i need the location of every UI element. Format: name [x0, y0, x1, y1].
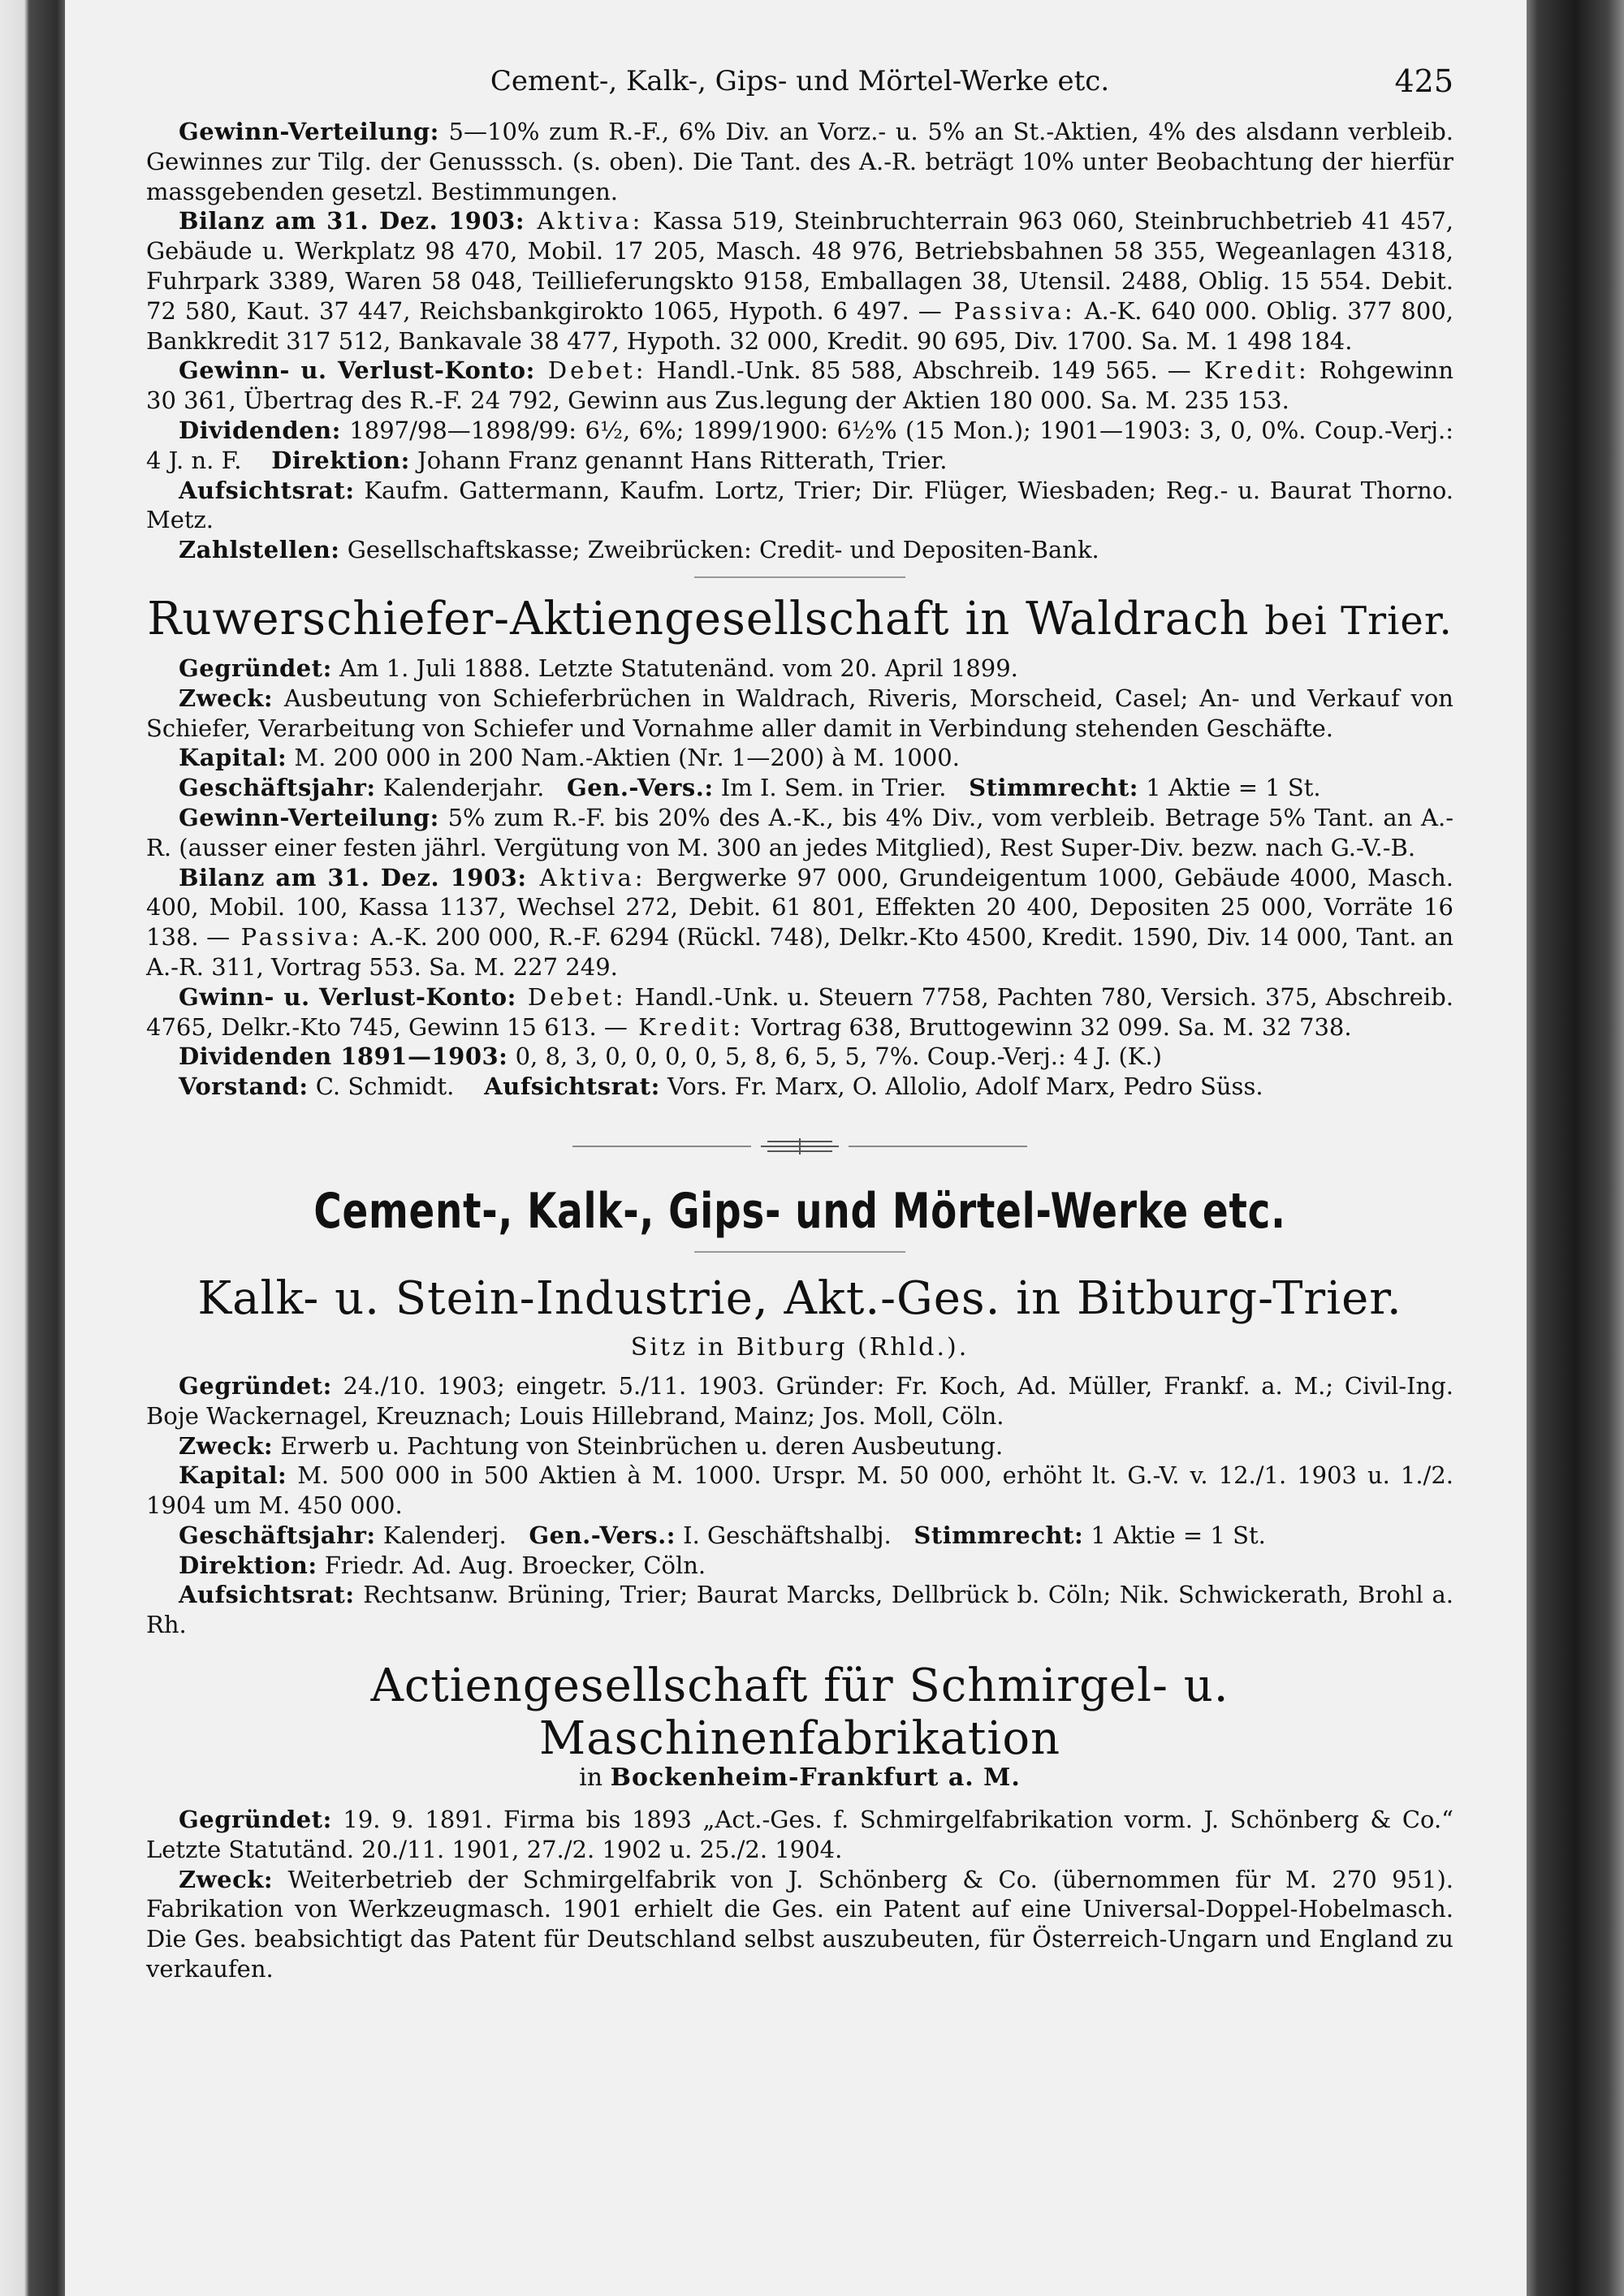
gewinn-verteilung-para: Gewinn-Verteilung: 5% zum R.-F. bis 20% des A.-K., bis 4% Div., vom verbleib. Betrage 5% Tant. an A.-R. (ausser einer festen jährl. Vergütung von M. 300 an jedes Mitglied), Rest Super-Div. bezw. nach G.-V.-B.	[146, 803, 1453, 861]
vorstand-para: Vorstand: C. Schmidt. Aufsichtsrat: Vors. Fr. Marx, O. Allolio, Adolf Marx, Pedro Süss.	[179, 1072, 1263, 1101]
firm-entry-kalk-stein	[146, 1371, 1453, 1640]
page-number: 425	[1394, 63, 1453, 99]
ornament-icon	[759, 1137, 840, 1155]
aufsichtsrat-para: Aufsichtsrat: Kaufm. Gattermann, Kaufm. Lortz, Trier; Dir. Flüger, Wiesbaden; Reg.- u. Baurat Thorno. Metz.	[146, 476, 1453, 534]
scan-left-edge	[0, 0, 65, 2296]
zweck-para: Zweck: Erwerb u. Pachtung von Steinbrüchen u. deren Ausbeutung.	[179, 1431, 1004, 1460]
page-content	[146, 57, 1453, 1984]
aufsichtsrat-para: Aufsichtsrat: Rechtsanw. Brüning, Trier; Baurat Marcks, Dellbrück b. Cöln; Nik. Schwickerath, Brohl a. Rh.	[146, 1581, 1453, 1639]
zahlstellen-para: Zahlstellen: Gesellschaftskasse; Zweibrücken: Credit- und Depositen-Bank.	[179, 536, 1099, 564]
firm-title-schmirgel: Actiengesellschaft für Schmirgel- u. Maschinenfabrikation	[370, 1659, 1229, 1766]
page-sheet	[65, 0, 1527, 2296]
firm-entry-ruwerschiefer	[146, 654, 1453, 1102]
guv-para: Gwinn- u. Verlust-Konto: Debet: Handl.-Unk. u. Steuern 7758, Pachten 780, Versich. 375, Abschreib. 4765, Delkr.-Kto 745, Gewinn 15 613. — Kredit: Vortrag 638, Bruttogewinn 32 099. Sa. M. 32 738.	[146, 982, 1453, 1041]
bilanz-para: Bilanz am 31. Dez. 1903: Aktiva: Bergwerke 97 000, Grundeigentum 1000, Gebäude 4000, Masch. 400, Mobil. 100, Kassa 1137, Wechsel 272, Debit. 61 801, Effekten 20 400, Depositen 25 000, Vorräte 16 138. — Passiva: A.-K. 200 000, R.-F. 6294 (Rückl. 748), Delkr.-Kto 4500, Kredit. 1590, Div. 14 000, Tant. an A.-R. 311, Vortrag 553. Sa. M. 227 249.	[146, 863, 1454, 981]
section-ornament	[572, 1134, 1027, 1159]
firm-title-ruwerschiefer: Ruwerschiefer-Aktiengesellschaft in Waldrach bei Trier.	[147, 592, 1453, 645]
geschaeftsjahr-para: Geschäftsjahr: Kalenderj. Gen.-Vers.: I. Geschäftshalbj. Stimmrecht: 1 Aktie = 1 St.	[179, 1521, 1266, 1549]
running-title: Cement-, Kalk-, Gips- und Mörtel-Werke etc.	[490, 65, 1110, 97]
guv-para: Gewinn- u. Verlust-Konto: Debet: Handl.-Unk. 85 588, Abschreib. 149 565. — Kredit: Rohgewinn 30 361, Übertrag des R.-F. 24 792, Gewinn aus Zus.legung der Aktien 180 000. Sa. M. 235 153.	[146, 356, 1453, 415]
geschaeftsjahr-para: Geschäftsjahr: Kalenderjahr. Gen.-Vers.: Im I. Sem. in Trier. Stimmrecht: 1 Aktie = 1 St.	[179, 774, 1321, 802]
dividenden-para: Dividenden 1891—1903: 0, 8, 3, 0, 0, 0, 0, 5, 8, 6, 5, 5, 7%. Coup.-Verj.: 4 J. (K.)	[179, 1042, 1162, 1071]
firm-sitz: Sitz in Bitburg (Rhld.).	[630, 1332, 970, 1362]
zweck-para: Zweck: Weiterbetrieb der Schmirgelfabrik von J. Schönberg & Co. (übernommen für M. 270 951). Fabrikation von Werkzeugmasch. 1901 erhielt die Ges. ein Patent auf eine Universal-Doppel-Hobelmasch. Die Ges. beabsichtigt das Patent für Deutschland selbst auszubeuten, für Österreich-Ungarn und England zu verkaufen.	[146, 1865, 1453, 1983]
gegruendet-para: Gegründet: 24./10. 1903; eingetr. 5./11. 1903. Gründer: Fr. Koch, Ad. Müller, Frankf. a. M.; Civil-Ing. Boje Wackernagel, Kreuznach; Louis Hillebrand, Mainz; Jos. Moll, Cöln.	[146, 1371, 1453, 1430]
firm-entry-schmirgel	[146, 1805, 1453, 1984]
running-head	[146, 57, 1453, 106]
direktion-para: Direktion: Friedr. Ad. Aug. Broecker, Cöln.	[179, 1551, 706, 1579]
bilanz-para: Bilanz am 31. Dez. 1903: Aktiva: Kassa 519, Steinbruchterrain 963 060, Steinbruchbetrieb 41 457, Gebäude u. Werkplatz 98 470, Mobil. 17 205, Masch. 48 976, Betriebsbahnen 58 355, Wegeanlagen 4318, Fuhrpark 3389, Waren 58 048, Teillieferungskto 9158, Emballagen 38, Utensil. 2488, Oblig. 15 554. Debit. 72 580, Kaut. 37 447, Reichsbankgirokto 1065, Hypoth. 6 497. — Passiva: A.-K. 640 000. Oblig. 377 800, Bankkredit 317 512, Bankavale 38 477, Hypoth. 32 000, Kredit. 90 695, Div. 1700. Sa. M. 1 498 184.	[146, 207, 1454, 355]
dividenden-para: Dividenden: 1897/98—1898/99: 6½, 6%; 1899/1900: 6½% (15 Mon.); 1901—1903: 3, 0, 0%. Coup.-Verj.: 4 J. n. F. Direktion: Johann Franz genannt Hans Ritterath, Trier.	[146, 416, 1453, 474]
firm-title-kalk-stein: Kalk- u. Stein-Industrie, Akt.-Ges. in Bitburg-Trier.	[197, 1271, 1402, 1325]
continuation-block	[146, 117, 1453, 565]
zweck-para: Zweck: Ausbeutung von Schieferbrüchen in Waldrach, Riveris, Morscheid, Casel; An- und Verkauf von Schiefer, Verarbeitung von Schiefer und Vornahme aller damit in Verbindung stehenden Geschäfte.	[146, 684, 1453, 742]
scan-right-edge	[1527, 0, 1624, 2296]
kapital-para: Kapital: M. 500 000 in 500 Aktien à M. 1000. Urspr. M. 50 000, erhöht lt. G.-V. v. 12./1. 1903 u. 1./2. 1904 um M. 450 000.	[146, 1461, 1453, 1520]
kapital-para: Kapital: M. 200 000 in 200 Nam.-Aktien (Nr. 1—200) à M. 1000.	[179, 744, 960, 772]
divider-rule	[694, 576, 905, 578]
gewinn-verteilung-para: Gewinn-Verteilung: 5—10% zum R.-F., 6% Div. an Vorz.- u. 5% an St.-Aktien, 4% des alsdann verbleib. Gewinnes zur Tilg. der Genusssch. (s. oben). Die Tant. des A.-R. beträgt 10% unter Beobachtung der hierfür massgebenden gesetzl. Bestimmungen.	[146, 118, 1453, 205]
section-title: Cement-, Kalk-, Gips- und Mörtel-Werke etc.	[313, 1182, 1286, 1240]
divider-rule	[694, 1251, 905, 1253]
gegruendet-para: Gegründet: 19. 9. 1891. Firma bis 1893 „Act.-Ges. f. Schmirgelfabrikation vorm. J. Schönberg & Co.“ Letzte Statutänd. 20./11. 1901, 27./2. 1902 u. 25./2. 1904.	[146, 1806, 1453, 1863]
firm-place: in Bockenheim-Frankfurt a. M.	[579, 1763, 1021, 1793]
gegruendet-para: Gegründet: Am 1. Juli 1888. Letzte Statutenänd. vom 20. April 1899.	[179, 654, 1018, 682]
